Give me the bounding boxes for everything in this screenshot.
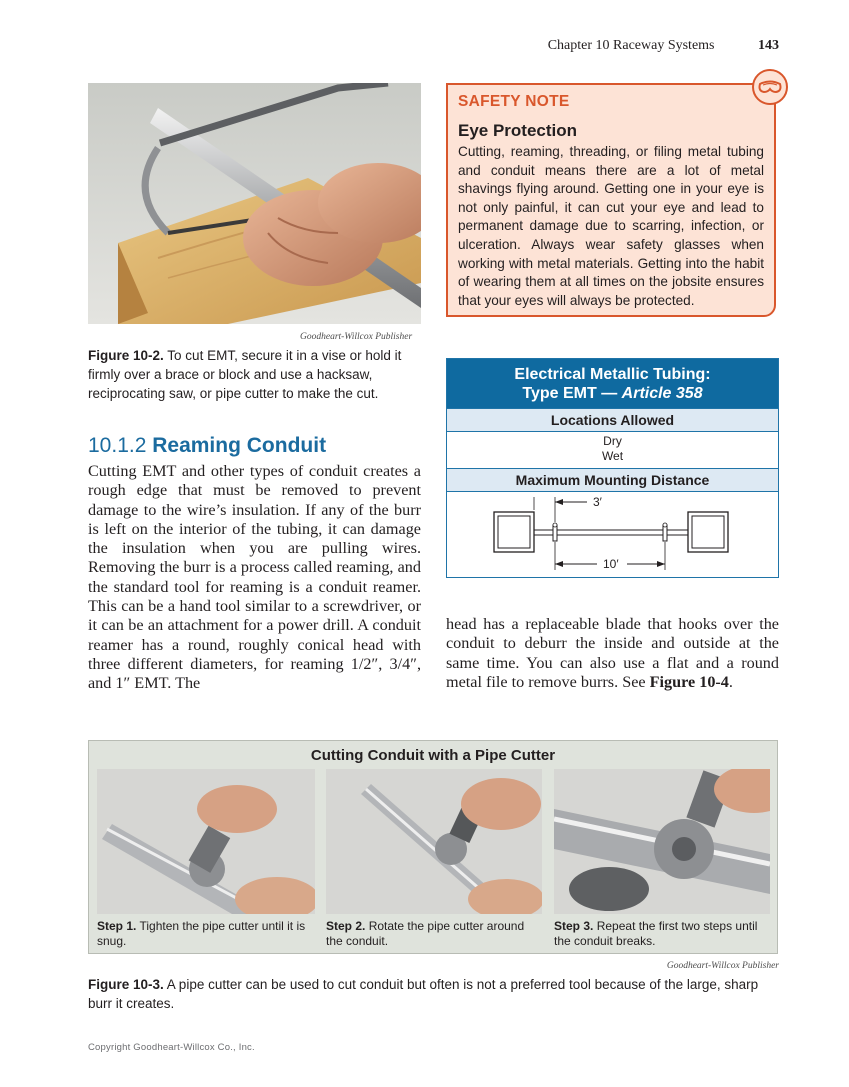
figure-10-3-caption — [88, 975, 778, 1013]
section-heading — [88, 434, 326, 458]
step-2-text: Rotate the pipe cutter around the conduit. — [326, 919, 525, 948]
step-3-label: Step 3. — [554, 919, 594, 933]
locations-header: Locations Allowed — [447, 408, 778, 432]
safety-note-box — [446, 83, 776, 317]
location-dry: Dry — [603, 434, 622, 448]
figure-10-2-credit: Goodheart-Willcox Publisher — [300, 332, 413, 342]
body-paragraph-left: Cutting EMT and other types of conduit creates a rough edge that must be removed to prevent damage to the wire’s insulation. If any of the burr is left on the interior of the tubing, it can damage the insulation when you are pulling wires. Removing the burr is a process called reaming, and the standard tool for reaming is a conduit reamer. This can be a hand tool similar to a screwdriver, or it can be an attachment for a power drill. A conduit reamer has a round, roughly conical head with three different diameters, for reaming 1/2″, 3/4″, and 1″ EMT. The — [88, 462, 421, 693]
figure-10-3-label: Figure 10-3. — [88, 977, 164, 992]
safety-note-text: Cutting, reaming, threading, or filing metal tubing and conduit means there are a lot of metal shavings flying around. Getting one in your eye is not only painful, it can cut your eye and lead to permanent damage due to scarring, infection, or ulceration. Always wear safety glasses when working with metal materials. Getting into the habit of wearing them at all times on the jobsite ensures that your eyes will always be protected. — [458, 144, 764, 308]
step-2-caption — [326, 919, 544, 949]
section-number: 10.1.2 — [88, 434, 147, 457]
body-paragraph-right-text: head has a replaceable blade that hooks over the conduit to deburr the inside and outside at the same time. You can also use a flat and a round metal file to remove burrs. See — [446, 615, 779, 691]
emt-table — [446, 358, 779, 578]
figure-10-2-label: Figure 10-2. — [88, 348, 164, 363]
chapter-title: Chapter 10 Raceway Systems — [547, 38, 715, 53]
figure-10-2-caption — [88, 346, 410, 403]
figure-10-2-caption-text: To cut EMT, secure it in a vise or hold it firmly over a brace or block and use a hacksaw, reciprocating saw, or pipe cutter to make the cut. — [88, 348, 402, 401]
emt-table-header — [447, 359, 778, 408]
step-1-caption — [97, 919, 315, 949]
running-header — [548, 38, 779, 54]
figure-10-3-credit: Goodheart-Willcox Publisher — [666, 961, 779, 971]
mounting-diagram — [447, 492, 778, 578]
figure-reference-link[interactable]: Figure 10-4 — [649, 672, 729, 691]
figure-10-3-title: Cutting Conduit with a Pipe Cutter — [310, 747, 556, 764]
step-2-label: Step 2. — [326, 919, 366, 933]
step-1-label: Step 1. — [97, 919, 137, 933]
step-1-photo — [97, 769, 315, 914]
emt-title-article: Article 358 — [621, 385, 703, 402]
emt-title-type: Type EMT — — [522, 385, 622, 402]
figure-10-2-photo — [88, 83, 421, 324]
step-1-text: Tighten the pipe cutter until it is snug. — [97, 919, 306, 948]
copyright-footer: Copyright Goodheart-Willcox Co., Inc. — [88, 1042, 255, 1053]
step-3-caption — [554, 919, 772, 949]
body-paragraph-right: head has a replaceable blade that hooks over the conduit to deburr the inside and outside at the same time. You can also use a flat and a round metal file to remove burrs. See Figure 10-4. — [446, 615, 779, 691]
locations-list — [447, 432, 778, 468]
step-3-text: Repeat the first two steps until the conduit breaks. — [554, 919, 758, 948]
safety-goggles-icon — [752, 69, 788, 105]
mounting-header: Maximum Mounting Distance — [447, 468, 778, 492]
step-3-photo — [554, 769, 770, 914]
dim-3ft-label: 3′ — [593, 495, 602, 509]
dim-10ft-label: 10′ — [603, 557, 619, 571]
page-number: 143 — [758, 38, 779, 53]
location-wet: Wet — [601, 449, 624, 463]
safety-note-title: Eye Protection — [458, 121, 578, 140]
emt-title-line1: Electrical Metallic Tubing: — [514, 366, 711, 383]
figure-10-3-caption-text: A pipe cutter can be used to cut conduit but often is not a preferred tool because of the large, sharp burr it creates. — [88, 977, 759, 1011]
step-2-photo — [326, 769, 542, 914]
figure-10-3-box — [88, 740, 778, 954]
section-title: Reaming Conduit — [152, 434, 327, 457]
safety-note-tag: SAFETY NOTE — [458, 93, 570, 110]
